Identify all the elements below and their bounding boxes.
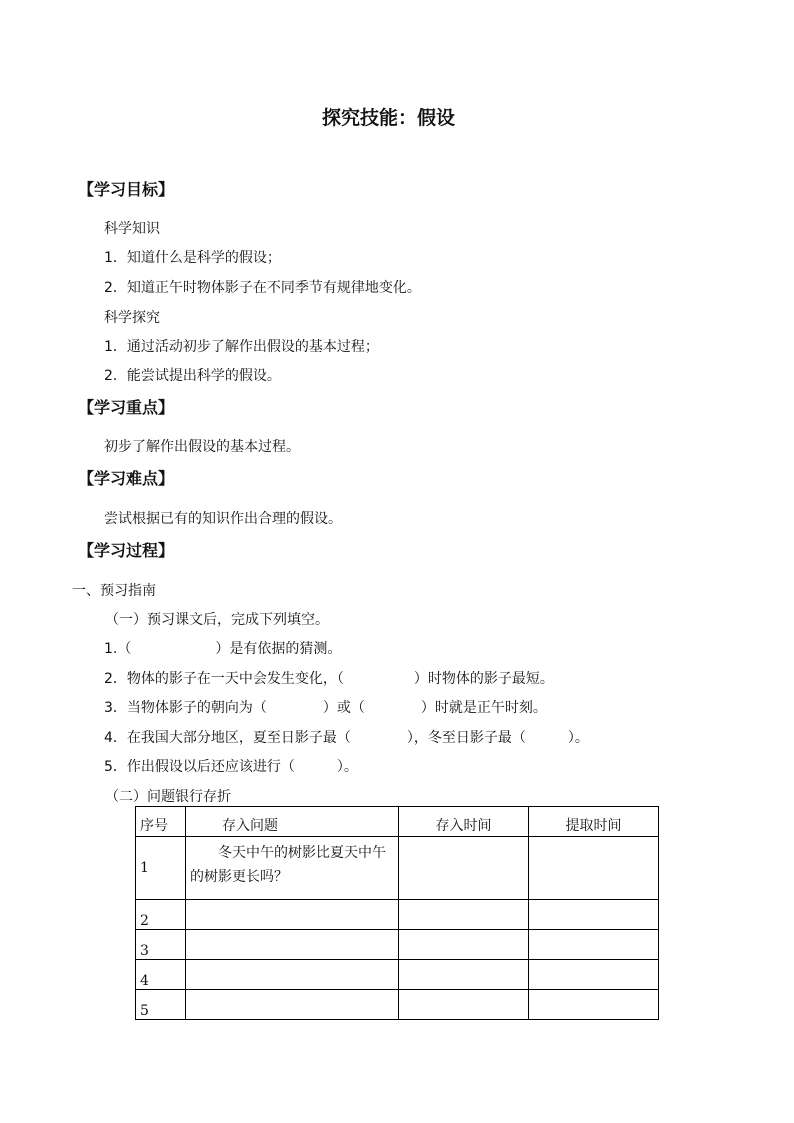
table-row — [136, 900, 659, 930]
withdraw-time-cell[interactable] — [529, 837, 659, 900]
row-number: 2 — [136, 900, 186, 930]
table-row — [136, 960, 659, 990]
subsection-question-bank: （二）问题银行存折 — [105, 789, 231, 805]
deposit-time-cell[interactable] — [399, 837, 529, 900]
header-withdraw-time: 提取时间 — [529, 807, 659, 837]
table-header-row — [136, 807, 659, 837]
withdraw-time-cell[interactable] — [529, 930, 659, 960]
withdraw-time-cell[interactable] — [529, 960, 659, 990]
key-point-heading: 【学习重点】 — [78, 398, 175, 417]
question-text: 冬天中午的树影比夏天中午的树影更长吗？ — [190, 845, 386, 885]
process-heading: 【学习过程】 — [78, 541, 175, 560]
table-row — [136, 930, 659, 960]
fill-item: 5．作出假设以后还应该进行（ ）。 — [104, 759, 358, 775]
header-no: 序号 — [136, 807, 186, 837]
row-number: 5 — [136, 990, 186, 1020]
row-number: 1 — [136, 837, 186, 900]
deposit-time-cell[interactable] — [399, 960, 529, 990]
fill-item: 1.（ ）是有依据的猜测。 — [104, 641, 342, 657]
row-number: 3 — [136, 930, 186, 960]
knowledge-item: 2．知道正午时物体影子在不同季节有规律地变化。 — [104, 280, 421, 296]
header-deposit-time: 存入时间 — [399, 807, 529, 837]
deposit-time-cell[interactable] — [399, 990, 529, 1020]
section-preview-guide: 一、预习指南 — [72, 583, 156, 599]
fill-item: 2．物体的影子在一天中会发生变化，（ ）时物体的影子最短。 — [104, 671, 554, 687]
question-cell[interactable] — [186, 900, 399, 930]
header-question: 存入问题 — [186, 807, 399, 837]
question-bank-table — [135, 806, 659, 1020]
knowledge-item: 1．知道什么是科学的假设； — [104, 250, 281, 266]
withdraw-time-cell[interactable] — [529, 990, 659, 1020]
question-cell — [186, 837, 399, 900]
difficulty-text: 尝试根据已有的知识作出合理的假设。 — [104, 511, 342, 527]
inquiry-label: 科学探究 — [104, 310, 160, 326]
inquiry-item: 1．通过活动初步了解作出假设的基本过程； — [104, 339, 379, 355]
row-number: 4 — [136, 960, 186, 990]
page-title: 探究技能：假设 — [322, 107, 456, 129]
deposit-time-cell[interactable] — [399, 900, 529, 930]
question-cell[interactable] — [186, 930, 399, 960]
question-cell[interactable] — [186, 960, 399, 990]
difficulty-heading: 【学习难点】 — [78, 469, 175, 488]
inquiry-item: 2．能尝试提出科学的假设。 — [104, 368, 281, 384]
key-point-text: 初步了解作出假设的基本过程。 — [104, 439, 300, 455]
question-cell[interactable] — [186, 990, 399, 1020]
fill-item: 3．当物体影子的朝向为（ ）或（ ）时就是正午时刻。 — [104, 700, 547, 716]
table-row — [136, 990, 659, 1020]
deposit-time-cell[interactable] — [399, 930, 529, 960]
objectives-heading: 【学习目标】 — [78, 180, 175, 199]
knowledge-label: 科学知识 — [104, 221, 160, 237]
subsection-fill-blanks: （一）预习课文后，完成下列填空。 — [105, 612, 329, 628]
withdraw-time-cell[interactable] — [529, 900, 659, 930]
fill-item: 4．在我国大部分地区，夏至日影子最（ ），冬至日影子最（ ）。 — [104, 730, 589, 746]
table-row — [136, 837, 659, 900]
